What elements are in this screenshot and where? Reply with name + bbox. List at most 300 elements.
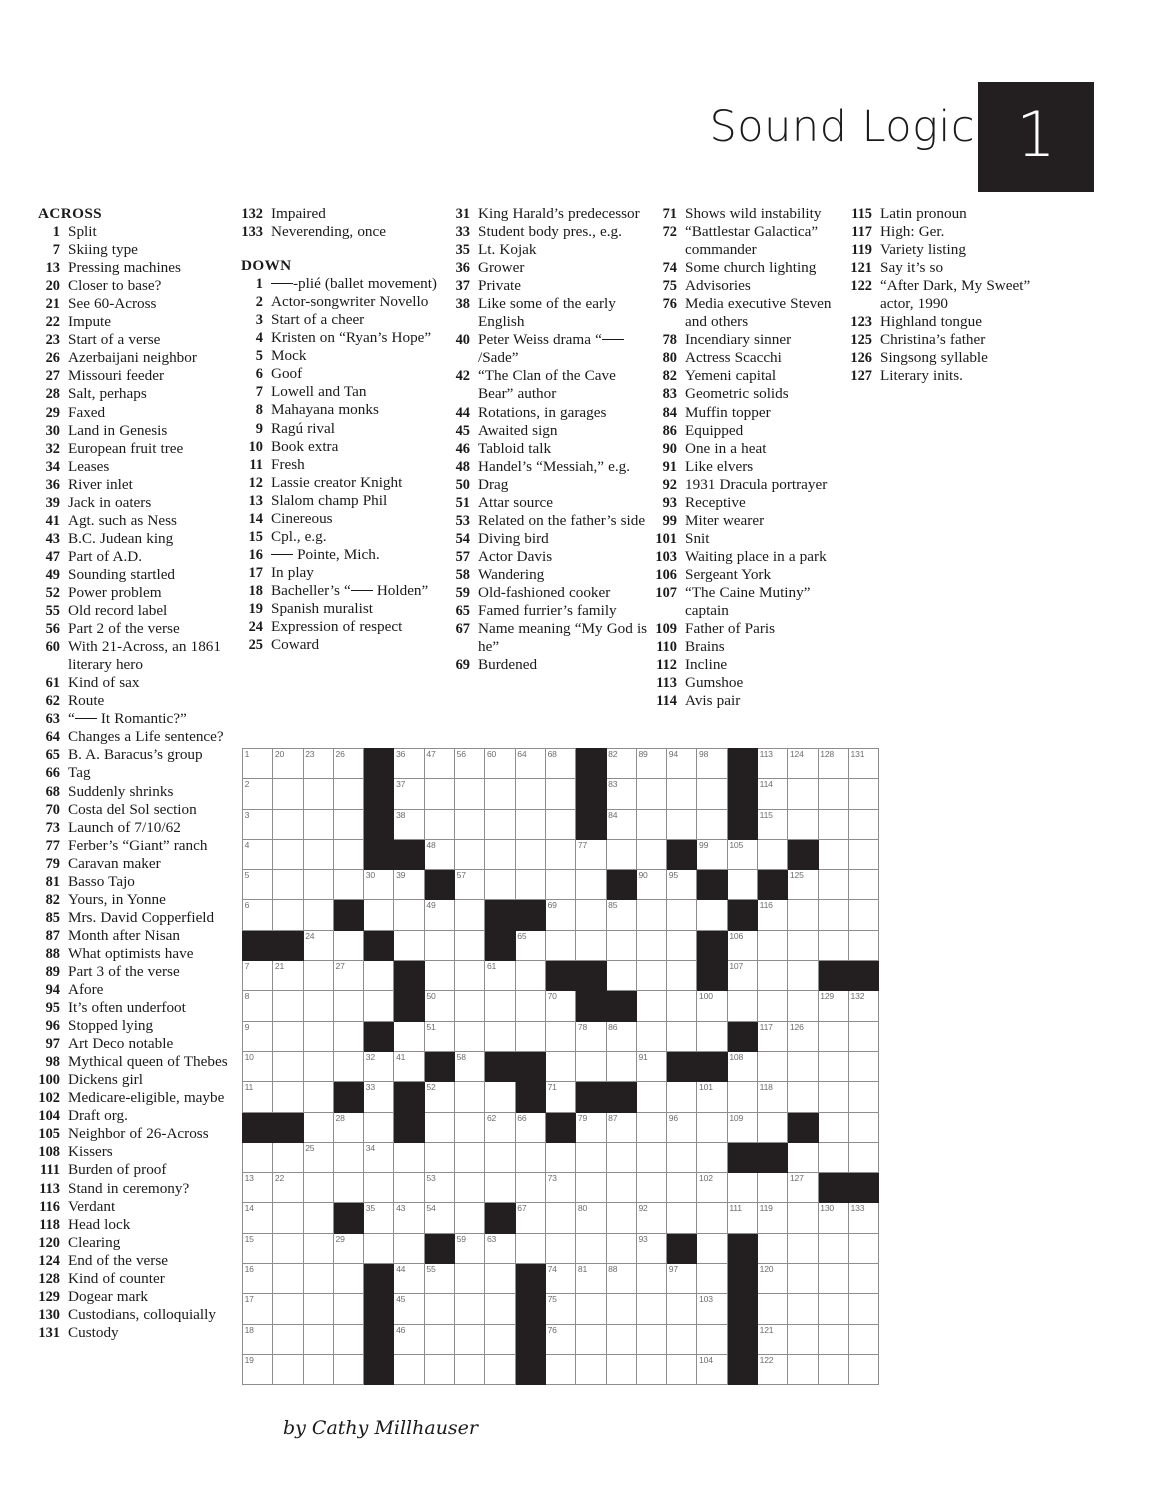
grid-cell[interactable] xyxy=(424,1112,454,1142)
grid-cell[interactable] xyxy=(455,1324,485,1354)
grid-cell[interactable] xyxy=(818,749,848,779)
grid-cell[interactable] xyxy=(515,1021,545,1051)
grid-cell[interactable] xyxy=(727,870,757,900)
grid-cell[interactable] xyxy=(758,1264,788,1294)
grid-cell[interactable] xyxy=(545,1021,575,1051)
grid-cell[interactable] xyxy=(364,1173,394,1203)
grid-cell[interactable] xyxy=(424,1354,454,1384)
grid-cell[interactable] xyxy=(606,1142,636,1172)
grid-cell[interactable] xyxy=(364,1203,394,1233)
grid-cell[interactable] xyxy=(545,1142,575,1172)
grid-cell[interactable] xyxy=(818,1203,848,1233)
grid-cell[interactable] xyxy=(243,1203,273,1233)
grid-cell[interactable] xyxy=(545,779,575,809)
grid-cell[interactable] xyxy=(848,1294,878,1324)
grid-cell[interactable] xyxy=(455,1264,485,1294)
grid-cell[interactable] xyxy=(485,1233,515,1263)
grid-cell[interactable] xyxy=(485,1021,515,1051)
grid-cell[interactable] xyxy=(303,961,333,991)
grid-cell[interactable] xyxy=(243,961,273,991)
grid-cell[interactable] xyxy=(455,1294,485,1324)
grid-cell[interactable] xyxy=(606,1203,636,1233)
grid-cell[interactable] xyxy=(697,900,727,930)
grid-cell[interactable] xyxy=(636,809,666,839)
grid-cell[interactable] xyxy=(424,1021,454,1051)
grid-cell[interactable] xyxy=(515,870,545,900)
grid-cell[interactable] xyxy=(333,1173,363,1203)
grid-cell[interactable] xyxy=(667,900,697,930)
grid-cell[interactable] xyxy=(818,1264,848,1294)
grid-cell[interactable] xyxy=(455,870,485,900)
grid-cell[interactable] xyxy=(576,1264,606,1294)
grid-cell[interactable] xyxy=(697,809,727,839)
grid-cell[interactable] xyxy=(303,1203,333,1233)
grid-cell[interactable] xyxy=(333,1233,363,1263)
grid-cell[interactable] xyxy=(394,779,424,809)
grid-cell[interactable] xyxy=(455,779,485,809)
grid-cell[interactable] xyxy=(576,1051,606,1081)
grid-cell[interactable] xyxy=(394,1324,424,1354)
grid-cell[interactable] xyxy=(667,1082,697,1112)
grid-cell[interactable] xyxy=(455,1233,485,1263)
grid-cell[interactable] xyxy=(333,1354,363,1384)
grid-cell[interactable] xyxy=(303,1294,333,1324)
grid-cell[interactable] xyxy=(606,961,636,991)
grid-cell[interactable] xyxy=(303,1051,333,1081)
grid-cell[interactable] xyxy=(273,900,303,930)
grid-cell[interactable] xyxy=(758,839,788,869)
grid-cell[interactable] xyxy=(303,1142,333,1172)
grid-cell[interactable] xyxy=(848,870,878,900)
grid-cell[interactable] xyxy=(788,1173,818,1203)
grid-cell[interactable] xyxy=(758,900,788,930)
grid-cell[interactable] xyxy=(788,900,818,930)
grid-cell[interactable] xyxy=(303,870,333,900)
grid-cell[interactable] xyxy=(848,1233,878,1263)
grid-cell[interactable] xyxy=(545,870,575,900)
grid-cell[interactable] xyxy=(788,870,818,900)
grid-cell[interactable] xyxy=(636,1173,666,1203)
grid-cell[interactable] xyxy=(394,1294,424,1324)
grid-cell[interactable] xyxy=(394,900,424,930)
grid-cell[interactable] xyxy=(606,1051,636,1081)
grid-cell[interactable] xyxy=(333,1112,363,1142)
grid-cell[interactable] xyxy=(424,1324,454,1354)
grid-cell[interactable] xyxy=(394,930,424,960)
grid-cell[interactable] xyxy=(515,991,545,1021)
grid-cell[interactable] xyxy=(243,1294,273,1324)
grid-cell[interactable] xyxy=(727,930,757,960)
grid-cell[interactable] xyxy=(273,1294,303,1324)
grid-cell[interactable] xyxy=(273,839,303,869)
grid-cell[interactable] xyxy=(667,1264,697,1294)
grid-cell[interactable] xyxy=(758,749,788,779)
grid-cell[interactable] xyxy=(788,930,818,960)
grid-cell[interactable] xyxy=(273,1082,303,1112)
grid-cell[interactable] xyxy=(758,1021,788,1051)
grid-cell[interactable] xyxy=(303,1082,333,1112)
grid-cell[interactable] xyxy=(606,1233,636,1263)
grid-cell[interactable] xyxy=(636,749,666,779)
grid-cell[interactable] xyxy=(606,1294,636,1324)
grid-cell[interactable] xyxy=(788,1142,818,1172)
grid-cell[interactable] xyxy=(818,839,848,869)
grid-cell[interactable] xyxy=(455,1354,485,1384)
grid-cell[interactable] xyxy=(303,930,333,960)
grid-cell[interactable] xyxy=(485,870,515,900)
grid-cell[interactable] xyxy=(758,961,788,991)
grid-cell[interactable] xyxy=(697,749,727,779)
grid-cell[interactable] xyxy=(364,1082,394,1112)
grid-cell[interactable] xyxy=(636,1051,666,1081)
grid-cell[interactable] xyxy=(424,1264,454,1294)
grid-cell[interactable] xyxy=(515,930,545,960)
grid-cell[interactable] xyxy=(697,1142,727,1172)
grid-cell[interactable] xyxy=(394,1021,424,1051)
grid-cell[interactable] xyxy=(818,1324,848,1354)
grid-cell[interactable] xyxy=(606,1173,636,1203)
grid-cell[interactable] xyxy=(788,1203,818,1233)
grid-cell[interactable] xyxy=(455,1021,485,1051)
grid-cell[interactable] xyxy=(576,1354,606,1384)
grid-cell[interactable] xyxy=(545,809,575,839)
grid-cell[interactable] xyxy=(333,1294,363,1324)
grid-cell[interactable] xyxy=(636,1082,666,1112)
grid-cell[interactable] xyxy=(606,900,636,930)
grid-cell[interactable] xyxy=(636,870,666,900)
grid-cell[interactable] xyxy=(667,749,697,779)
grid-cell[interactable] xyxy=(697,1264,727,1294)
grid-cell[interactable] xyxy=(243,1264,273,1294)
grid-cell[interactable] xyxy=(455,1051,485,1081)
grid-cell[interactable] xyxy=(848,1112,878,1142)
grid-cell[interactable] xyxy=(515,1203,545,1233)
grid-cell[interactable] xyxy=(758,930,788,960)
grid-cell[interactable] xyxy=(394,1051,424,1081)
grid-cell[interactable] xyxy=(636,1354,666,1384)
grid-cell[interactable] xyxy=(818,900,848,930)
grid-cell[interactable] xyxy=(333,749,363,779)
grid-cell[interactable] xyxy=(636,1142,666,1172)
grid-cell[interactable] xyxy=(364,1233,394,1263)
grid-cell[interactable] xyxy=(515,749,545,779)
grid-cell[interactable] xyxy=(455,900,485,930)
grid-cell[interactable] xyxy=(545,839,575,869)
grid-cell[interactable] xyxy=(364,900,394,930)
grid-cell[interactable] xyxy=(606,1112,636,1142)
grid-cell[interactable] xyxy=(545,1324,575,1354)
grid-cell[interactable] xyxy=(727,1112,757,1142)
grid-cell[interactable] xyxy=(394,1142,424,1172)
grid-cell[interactable] xyxy=(455,809,485,839)
grid-cell[interactable] xyxy=(758,1112,788,1142)
grid-cell[interactable] xyxy=(303,1173,333,1203)
grid-cell[interactable] xyxy=(606,779,636,809)
grid-cell[interactable] xyxy=(545,930,575,960)
grid-cell[interactable] xyxy=(788,779,818,809)
grid-cell[interactable] xyxy=(243,1051,273,1081)
grid-cell[interactable] xyxy=(758,1173,788,1203)
grid-cell[interactable] xyxy=(848,779,878,809)
grid-cell[interactable] xyxy=(727,1173,757,1203)
grid-cell[interactable] xyxy=(758,809,788,839)
grid-cell[interactable] xyxy=(636,779,666,809)
grid-cell[interactable] xyxy=(273,809,303,839)
grid-cell[interactable] xyxy=(455,961,485,991)
grid-cell[interactable] xyxy=(758,1294,788,1324)
grid-cell[interactable] xyxy=(667,1203,697,1233)
grid-cell[interactable] xyxy=(485,1354,515,1384)
grid-cell[interactable] xyxy=(758,1203,788,1233)
grid-cell[interactable] xyxy=(727,1203,757,1233)
grid-cell[interactable] xyxy=(636,1112,666,1142)
grid-cell[interactable] xyxy=(243,1354,273,1384)
grid-cell[interactable] xyxy=(364,1051,394,1081)
grid-cell[interactable] xyxy=(788,1021,818,1051)
grid-cell[interactable] xyxy=(606,1021,636,1051)
grid-cell[interactable] xyxy=(485,809,515,839)
grid-cell[interactable] xyxy=(545,1203,575,1233)
grid-cell[interactable] xyxy=(455,1173,485,1203)
grid-cell[interactable] xyxy=(576,930,606,960)
grid-cell[interactable] xyxy=(545,1264,575,1294)
grid-cell[interactable] xyxy=(243,779,273,809)
grid-cell[interactable] xyxy=(697,1173,727,1203)
grid-cell[interactable] xyxy=(333,1021,363,1051)
grid-cell[interactable] xyxy=(515,1142,545,1172)
grid-cell[interactable] xyxy=(848,1264,878,1294)
grid-cell[interactable] xyxy=(727,839,757,869)
grid-cell[interactable] xyxy=(485,1264,515,1294)
grid-cell[interactable] xyxy=(758,991,788,1021)
grid-cell[interactable] xyxy=(243,900,273,930)
grid-cell[interactable] xyxy=(606,839,636,869)
grid-cell[interactable] xyxy=(303,900,333,930)
grid-cell[interactable] xyxy=(394,1264,424,1294)
grid-cell[interactable] xyxy=(303,991,333,1021)
grid-cell[interactable] xyxy=(848,1021,878,1051)
grid-cell[interactable] xyxy=(545,749,575,779)
grid-cell[interactable] xyxy=(545,1354,575,1384)
grid-cell[interactable] xyxy=(333,839,363,869)
grid-cell[interactable] xyxy=(303,839,333,869)
grid-cell[interactable] xyxy=(243,991,273,1021)
grid-cell[interactable] xyxy=(545,1233,575,1263)
grid-cell[interactable] xyxy=(424,779,454,809)
grid-cell[interactable] xyxy=(273,961,303,991)
grid-cell[interactable] xyxy=(818,991,848,1021)
grid-cell[interactable] xyxy=(364,870,394,900)
grid-cell[interactable] xyxy=(424,930,454,960)
grid-cell[interactable] xyxy=(818,1051,848,1081)
grid-cell[interactable] xyxy=(455,1142,485,1172)
grid-cell[interactable] xyxy=(515,809,545,839)
grid-cell[interactable] xyxy=(848,900,878,930)
grid-cell[interactable] xyxy=(364,1142,394,1172)
grid-cell[interactable] xyxy=(848,1354,878,1384)
grid-cell[interactable] xyxy=(243,1233,273,1263)
grid-cell[interactable] xyxy=(303,779,333,809)
grid-cell[interactable] xyxy=(424,1203,454,1233)
grid-cell[interactable] xyxy=(727,1082,757,1112)
grid-cell[interactable] xyxy=(667,1324,697,1354)
grid-cell[interactable] xyxy=(576,1294,606,1324)
grid-cell[interactable] xyxy=(455,839,485,869)
grid-cell[interactable] xyxy=(515,1112,545,1142)
grid-cell[interactable] xyxy=(697,991,727,1021)
grid-cell[interactable] xyxy=(848,930,878,960)
grid-cell[interactable] xyxy=(485,991,515,1021)
grid-cell[interactable] xyxy=(515,1173,545,1203)
grid-cell[interactable] xyxy=(667,930,697,960)
grid-cell[interactable] xyxy=(667,1294,697,1324)
grid-cell[interactable] xyxy=(788,1051,818,1081)
grid-cell[interactable] xyxy=(303,749,333,779)
grid-cell[interactable] xyxy=(455,1082,485,1112)
grid-cell[interactable] xyxy=(333,870,363,900)
grid-cell[interactable] xyxy=(697,1082,727,1112)
grid-cell[interactable] xyxy=(424,991,454,1021)
grid-cell[interactable] xyxy=(364,1112,394,1142)
grid-cell[interactable] xyxy=(606,809,636,839)
grid-cell[interactable] xyxy=(667,809,697,839)
grid-cell[interactable] xyxy=(364,961,394,991)
grid-cell[interactable] xyxy=(697,839,727,869)
grid-cell[interactable] xyxy=(545,1294,575,1324)
grid-cell[interactable] xyxy=(273,1051,303,1081)
grid-cell[interactable] xyxy=(333,1142,363,1172)
grid-cell[interactable] xyxy=(788,809,818,839)
grid-cell[interactable] xyxy=(485,1173,515,1203)
grid-cell[interactable] xyxy=(667,870,697,900)
grid-cell[interactable] xyxy=(788,1294,818,1324)
grid-cell[interactable] xyxy=(576,870,606,900)
grid-cell[interactable] xyxy=(818,1294,848,1324)
grid-cell[interactable] xyxy=(394,1173,424,1203)
grid-cell[interactable] xyxy=(697,1324,727,1354)
grid-cell[interactable] xyxy=(727,961,757,991)
grid-cell[interactable] xyxy=(515,1233,545,1263)
grid-cell[interactable] xyxy=(848,1082,878,1112)
grid-cell[interactable] xyxy=(606,1264,636,1294)
grid-cell[interactable] xyxy=(273,1203,303,1233)
grid-cell[interactable] xyxy=(243,1021,273,1051)
grid-cell[interactable] xyxy=(394,809,424,839)
grid-cell[interactable] xyxy=(515,961,545,991)
grid-cell[interactable] xyxy=(364,991,394,1021)
grid-cell[interactable] xyxy=(455,1112,485,1142)
grid-cell[interactable] xyxy=(848,991,878,1021)
grid-cell[interactable] xyxy=(394,1203,424,1233)
grid-cell[interactable] xyxy=(515,779,545,809)
grid-cell[interactable] xyxy=(606,749,636,779)
grid-cell[interactable] xyxy=(727,991,757,1021)
grid-cell[interactable] xyxy=(636,991,666,1021)
grid-cell[interactable] xyxy=(273,1324,303,1354)
grid-cell[interactable] xyxy=(697,1112,727,1142)
grid-cell[interactable] xyxy=(424,900,454,930)
grid-cell[interactable] xyxy=(303,1021,333,1051)
grid-cell[interactable] xyxy=(818,779,848,809)
grid-cell[interactable] xyxy=(697,1021,727,1051)
grid-cell[interactable] xyxy=(636,1264,666,1294)
grid-cell[interactable] xyxy=(303,1233,333,1263)
grid-cell[interactable] xyxy=(697,1203,727,1233)
grid-cell[interactable] xyxy=(576,900,606,930)
grid-cell[interactable] xyxy=(485,779,515,809)
grid-cell[interactable] xyxy=(788,961,818,991)
grid-cell[interactable] xyxy=(485,749,515,779)
grid-cell[interactable] xyxy=(515,839,545,869)
grid-cell[interactable] xyxy=(606,930,636,960)
grid-cell[interactable] xyxy=(788,749,818,779)
grid-cell[interactable] xyxy=(636,1233,666,1263)
grid-cell[interactable] xyxy=(576,1203,606,1233)
grid-cell[interactable] xyxy=(788,991,818,1021)
grid-cell[interactable] xyxy=(697,779,727,809)
grid-cell[interactable] xyxy=(818,1142,848,1172)
grid-cell[interactable] xyxy=(303,1112,333,1142)
grid-cell[interactable] xyxy=(243,1173,273,1203)
grid-cell[interactable] xyxy=(394,1354,424,1384)
grid-cell[interactable] xyxy=(788,1354,818,1384)
grid-cell[interactable] xyxy=(243,809,273,839)
grid-cell[interactable] xyxy=(273,1021,303,1051)
grid-cell[interactable] xyxy=(848,1324,878,1354)
grid-cell[interactable] xyxy=(636,930,666,960)
grid-cell[interactable] xyxy=(848,1203,878,1233)
grid-cell[interactable] xyxy=(818,1021,848,1051)
grid-cell[interactable] xyxy=(333,991,363,1021)
grid-cell[interactable] xyxy=(848,809,878,839)
grid-cell[interactable] xyxy=(303,1324,333,1354)
grid-cell[interactable] xyxy=(303,1354,333,1384)
grid-cell[interactable] xyxy=(485,1324,515,1354)
grid-cell[interactable] xyxy=(788,1324,818,1354)
grid-cell[interactable] xyxy=(545,900,575,930)
grid-cell[interactable] xyxy=(606,1324,636,1354)
grid-cell[interactable] xyxy=(485,961,515,991)
grid-cell[interactable] xyxy=(424,1082,454,1112)
grid-cell[interactable] xyxy=(758,1082,788,1112)
grid-cell[interactable] xyxy=(667,1021,697,1051)
grid-cell[interactable] xyxy=(333,1324,363,1354)
grid-cell[interactable] xyxy=(394,749,424,779)
grid-cell[interactable] xyxy=(636,839,666,869)
grid-cell[interactable] xyxy=(576,1173,606,1203)
grid-cell[interactable] xyxy=(303,1264,333,1294)
grid-cell[interactable] xyxy=(424,961,454,991)
grid-cell[interactable] xyxy=(243,749,273,779)
grid-cell[interactable] xyxy=(333,961,363,991)
grid-cell[interactable] xyxy=(636,1203,666,1233)
grid-cell[interactable] xyxy=(758,779,788,809)
grid-cell[interactable] xyxy=(243,870,273,900)
grid-cell[interactable] xyxy=(818,1082,848,1112)
grid-cell[interactable] xyxy=(848,749,878,779)
grid-cell[interactable] xyxy=(667,1354,697,1384)
grid-cell[interactable] xyxy=(636,900,666,930)
grid-cell[interactable] xyxy=(545,991,575,1021)
grid-cell[interactable] xyxy=(455,991,485,1021)
grid-cell[interactable] xyxy=(758,1354,788,1384)
grid-cell[interactable] xyxy=(273,1354,303,1384)
grid-cell[interactable] xyxy=(303,809,333,839)
grid-cell[interactable] xyxy=(545,1082,575,1112)
grid-cell[interactable] xyxy=(576,839,606,869)
grid-cell[interactable] xyxy=(576,1142,606,1172)
grid-cell[interactable] xyxy=(545,1051,575,1081)
